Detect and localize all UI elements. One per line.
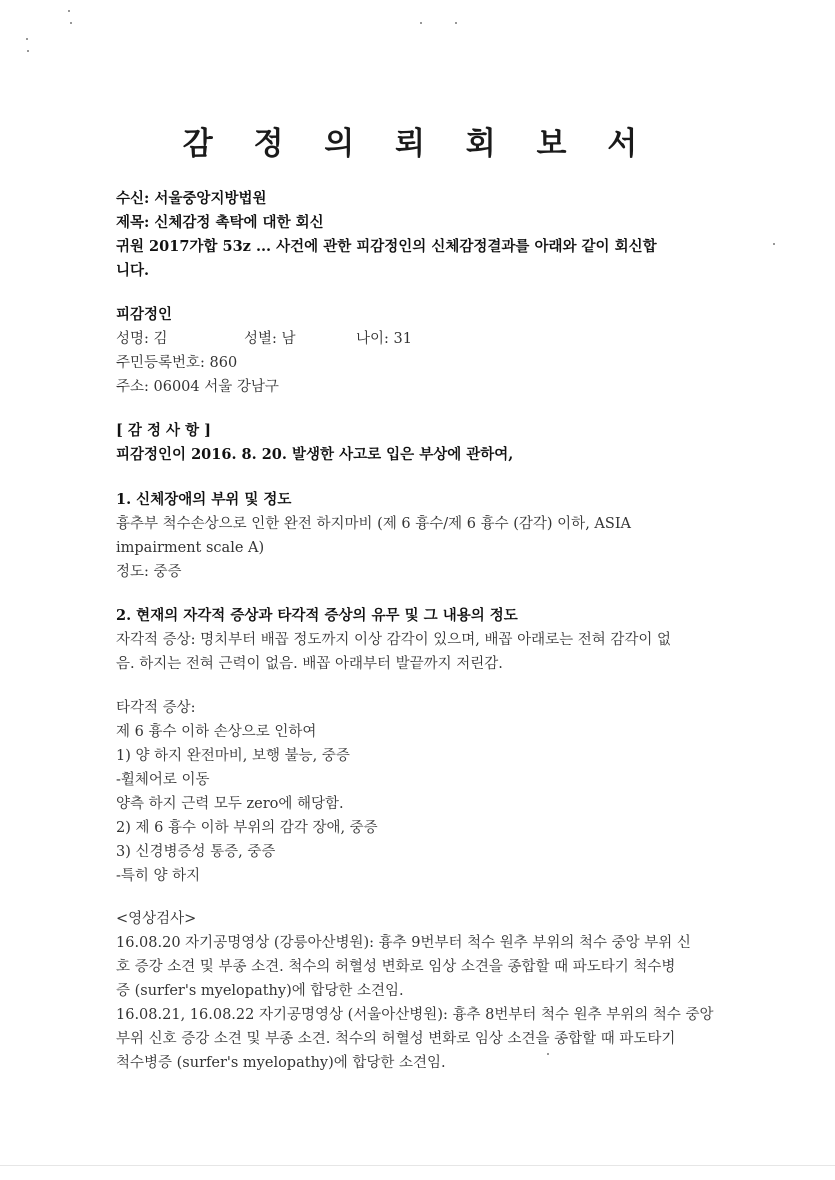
section-2-heading: 2. 현재의 자각적 증상과 타각적 증상의 유무 및 그 내용의 정도	[116, 607, 518, 624]
objective-line: 양측 하지 근력 모두 zero에 해당함.	[116, 796, 344, 812]
subject-line: 제목: 신체감정 촉탁에 대한 회신	[116, 214, 324, 231]
scan-speck	[70, 22, 72, 24]
matter-heading: [ 감 정 사 항 ]	[116, 422, 211, 439]
imaging-line: 부위 신호 증강 소견 및 부종 소견. 척수의 허혈성 변화로 임상 소견을 종합할 때 파도타기	[116, 1031, 676, 1047]
name-field: 성명: 김	[116, 331, 168, 347]
objective-line: 2) 제 6 흉수 이하 부위의 감각 장애, 중증	[116, 820, 378, 836]
objective-heading: 타각적 증상:	[116, 700, 196, 716]
objective-line: -특히 양 하지	[116, 868, 201, 884]
matter-intro: 피감정인이 2016. 8. 20. 발생한 사고로 입은 부상에 관하여,	[116, 446, 514, 463]
scan-speck	[27, 50, 29, 52]
address-field: 주소: 06004 서울 강남구	[116, 379, 279, 395]
sex-field: 성별: 남	[244, 331, 296, 347]
scan-speck	[773, 243, 775, 245]
resident-number-field: 주민등록번호: 860	[116, 355, 238, 371]
subjective-symptoms-continued: 음. 하지는 전혀 근력이 없음. 배꼽 아래부터 발끝까지 저린감.	[116, 656, 503, 672]
case-line: 귀원 2017가합 53z ... 사건에 관한 피감정인의 신체감정결과를 아래와 같이 회신합	[116, 238, 657, 255]
scan-speck	[420, 22, 422, 24]
objective-line: 3) 신경병증성 통증, 중증	[116, 844, 276, 860]
scan-edge-line	[0, 1165, 835, 1166]
case-line-continued: 니다.	[116, 262, 150, 279]
section-1-heading: 1. 신체장애의 부위 및 정도	[116, 491, 292, 508]
scan-speck	[455, 22, 457, 24]
imaging-line: 16.08.21, 16.08.22 자기공명영상 (서울아산병원): 흉추 8번부터 척수 원추 부위의 척수 중앙	[116, 1007, 714, 1023]
imaging-line: 호 증강 소견 및 부종 소견. 척수의 허혈성 변화로 임상 소견을 종합할 때 파도타기 척수병	[116, 959, 676, 975]
scan-speck	[68, 10, 70, 12]
objective-line: 제 6 흉수 이하 손상으로 인하여	[116, 724, 317, 740]
section-1-severity: 정도: 중증	[116, 564, 182, 580]
imaging-line: 증 (surfer's myelopathy)에 합당한 소견임.	[116, 983, 404, 999]
age-field: 나이: 31	[356, 331, 412, 347]
subjective-symptoms: 자각적 증상: 명치부터 배꼽 정도까지 이상 감각이 있으며, 배꼽 아래로는 전혀 감각이 없	[116, 632, 672, 648]
scan-speck	[26, 38, 28, 40]
subject-person-heading: 피감정인	[116, 306, 173, 323]
recipient-line: 수신: 서울중앙지방법원	[116, 190, 267, 207]
document-title: 감 정 의 뢰 회 보 서	[182, 126, 653, 162]
section-1-line: impairment scale A)	[116, 540, 265, 556]
imaging-line: 척수병증 (surfer's myelopathy)에 합당한 소견임.	[116, 1055, 446, 1071]
imaging-heading: <영상검사>	[116, 911, 197, 927]
objective-line: -휠체어로 이동	[116, 772, 210, 788]
objective-line: 1) 양 하지 완전마비, 보행 불능, 중증	[116, 748, 350, 764]
section-1-line: 흉추부 척수손상으로 인한 완전 하지마비 (제 6 흉수/제 6 흉수 (감각) 이하, ASIA	[116, 516, 632, 532]
scan-speck	[547, 1053, 549, 1055]
imaging-line: 16.08.20 자기공명영상 (강릉아산병원): 흉추 9번부터 척수 원추 부위의 척수 중앙 부위 신	[116, 935, 691, 951]
